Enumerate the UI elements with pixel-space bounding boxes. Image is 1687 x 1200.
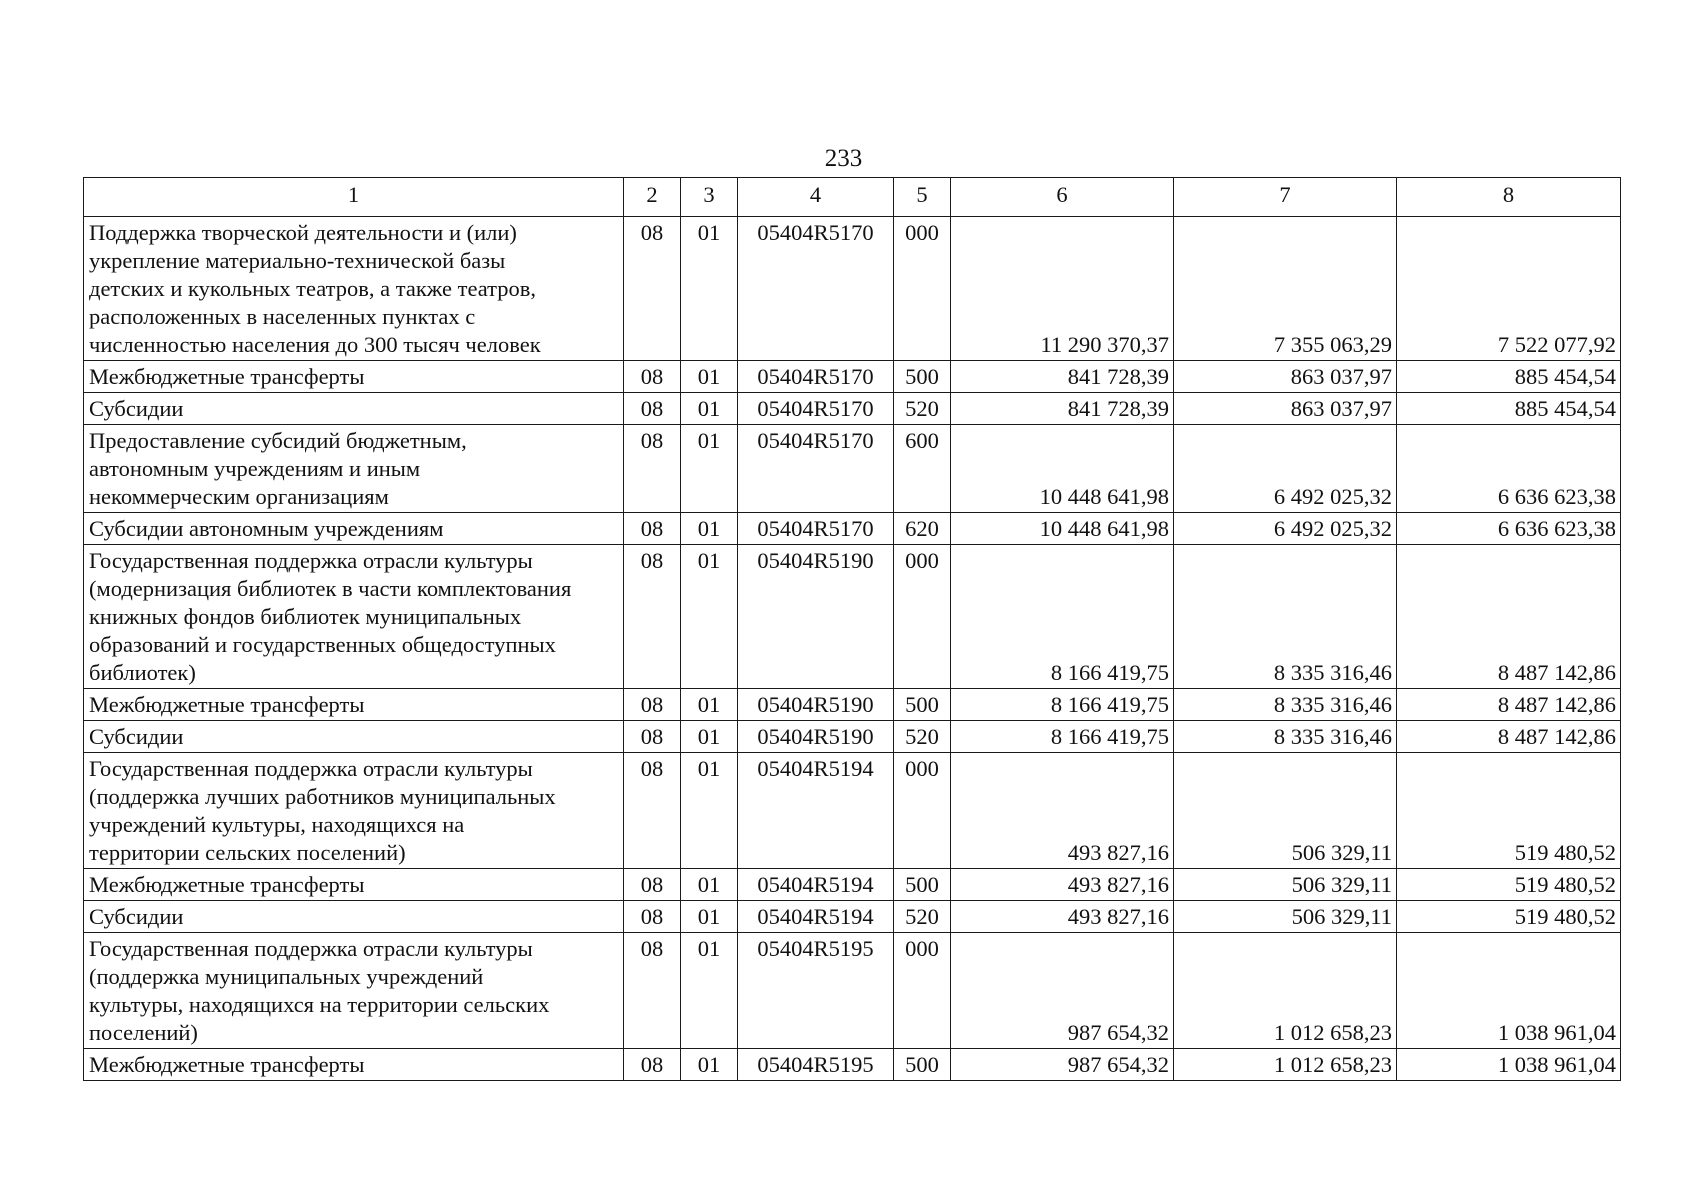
- item-name-line: Межбюджетные трансферты: [89, 872, 365, 897]
- amount-col6-cell: 8 166 419,75: [951, 721, 1174, 753]
- item-name-line: Государственная поддержка отрасли культуры: [89, 548, 533, 573]
- section-code-cell: 08: [624, 689, 681, 721]
- amount-col6-cell: 493 827,16: [951, 901, 1174, 933]
- expense-type-cell: 500: [894, 361, 951, 393]
- item-name-line: Государственная поддержка отрасли культуры: [89, 756, 533, 781]
- item-name-line: образований и государственных общедоступных: [89, 632, 556, 657]
- subsection-code-cell: 01: [681, 869, 738, 901]
- expense-type-cell: 000: [894, 753, 951, 869]
- amount-col8-cell: 519 480,52: [1397, 753, 1621, 869]
- section-code-cell: 08: [624, 721, 681, 753]
- target-article-cell: 05404R5170: [738, 425, 894, 513]
- amount-col7-cell: 6 492 025,32: [1174, 513, 1397, 545]
- expense-type-cell: 520: [894, 901, 951, 933]
- section-code-cell: 08: [624, 753, 681, 869]
- amount-col8-cell: 885 454,54: [1397, 393, 1621, 425]
- header-row: [84, 178, 1621, 217]
- item-name-cell: [84, 545, 624, 689]
- amount-col6-cell: 987 654,32: [951, 933, 1174, 1049]
- item-name-line: Межбюджетные трансферты: [89, 364, 365, 389]
- target-article-cell: 05404R5170: [738, 361, 894, 393]
- subsection-code-cell: 01: [681, 721, 738, 753]
- item-name-cell: [84, 393, 624, 425]
- table-body: [84, 178, 1621, 1081]
- item-name-cell: [84, 721, 624, 753]
- table-row: [84, 545, 1621, 689]
- item-name-line: книжных фондов библиотек муниципальных: [89, 604, 522, 629]
- amount-col8-cell: 6 636 623,38: [1397, 425, 1621, 513]
- amount-col7-cell: 8 335 316,46: [1174, 721, 1397, 753]
- amount-col7-cell: 1 012 658,23: [1174, 1049, 1397, 1081]
- target-article-cell: 05404R5194: [738, 901, 894, 933]
- amount-col8-cell: 519 480,52: [1397, 869, 1621, 901]
- amount-col6-cell: 11 290 370,37: [951, 217, 1174, 361]
- section-code-cell: 08: [624, 513, 681, 545]
- amount-col7-cell: 506 329,11: [1174, 753, 1397, 869]
- table-row: [84, 753, 1621, 869]
- item-name-line: Субсидии автономным учреждениям: [89, 516, 444, 541]
- item-name-line: (модернизация библиотек в части комплектования: [89, 576, 572, 601]
- table-row: [84, 361, 1621, 393]
- target-article-cell: 05404R5190: [738, 689, 894, 721]
- amount-col8-cell: 8 487 142,86: [1397, 689, 1621, 721]
- expense-type-cell: 520: [894, 393, 951, 425]
- item-name-line: Субсидии: [89, 396, 184, 421]
- subsection-code-cell: 01: [681, 689, 738, 721]
- amount-col6-cell: 10 448 641,98: [951, 513, 1174, 545]
- amount-col7-cell: 6 492 025,32: [1174, 425, 1397, 513]
- amount-col8-cell: 1 038 961,04: [1397, 933, 1621, 1049]
- item-name-line: Предоставление субсидий бюджетным,: [89, 428, 467, 453]
- item-name-line: Субсидии: [89, 724, 184, 749]
- amount-col8-cell: 519 480,52: [1397, 901, 1621, 933]
- column-header: 7: [1174, 178, 1397, 217]
- budget-table: [83, 177, 1621, 1081]
- amount-col7-cell: 506 329,11: [1174, 869, 1397, 901]
- table-row: [84, 425, 1621, 513]
- column-header: 3: [681, 178, 738, 217]
- table-row: [84, 933, 1621, 1049]
- amount-col6-cell: 8 166 419,75: [951, 545, 1174, 689]
- amount-col6-cell: 493 827,16: [951, 869, 1174, 901]
- section-code-cell: 08: [624, 217, 681, 361]
- item-name-cell: [84, 869, 624, 901]
- amount-col8-cell: 8 487 142,86: [1397, 721, 1621, 753]
- item-name-cell: [84, 933, 624, 1049]
- section-code-cell: 08: [624, 869, 681, 901]
- table-row: [84, 721, 1621, 753]
- item-name-line: численностью населения до 300 тысяч человек: [89, 332, 541, 357]
- item-name-line: поселений): [89, 1020, 198, 1045]
- section-code-cell: 08: [624, 545, 681, 689]
- subsection-code-cell: 01: [681, 425, 738, 513]
- amount-col7-cell: 863 037,97: [1174, 361, 1397, 393]
- expense-type-cell: 000: [894, 217, 951, 361]
- amount-col6-cell: 8 166 419,75: [951, 689, 1174, 721]
- amount-col6-cell: 10 448 641,98: [951, 425, 1174, 513]
- item-name-line: (поддержка муниципальных учреждений: [89, 964, 484, 989]
- column-header: 6: [951, 178, 1174, 217]
- amount-col7-cell: 8 335 316,46: [1174, 689, 1397, 721]
- item-name-line: учреждений культуры, находящихся на: [89, 812, 465, 837]
- amount-col8-cell: 7 522 077,92: [1397, 217, 1621, 361]
- section-code-cell: 08: [624, 1049, 681, 1081]
- amount-col7-cell: 1 012 658,23: [1174, 933, 1397, 1049]
- table-row: [84, 1049, 1621, 1081]
- table-row: [84, 689, 1621, 721]
- subsection-code-cell: 01: [681, 901, 738, 933]
- item-name-line: некоммерческим организациям: [89, 484, 389, 509]
- item-name-line: библиотек): [89, 660, 196, 685]
- item-name-cell: [84, 217, 624, 361]
- table-row: [84, 901, 1621, 933]
- column-header: 5: [894, 178, 951, 217]
- item-name-line: детских и кукольных театров, а также театров,: [89, 276, 537, 301]
- subsection-code-cell: 01: [681, 513, 738, 545]
- subsection-code-cell: 01: [681, 217, 738, 361]
- item-name-line: расположенных в населенных пунктах с: [89, 304, 476, 329]
- item-name-line: культуры, находящихся на территории сельских: [89, 992, 550, 1017]
- amount-col6-cell: 841 728,39: [951, 361, 1174, 393]
- target-article-cell: 05404R5190: [738, 545, 894, 689]
- item-name-line: автономным учреждениям и иным: [89, 456, 421, 481]
- table-row: [84, 513, 1621, 545]
- section-code-cell: 08: [624, 933, 681, 1049]
- page-number: 233: [824, 145, 863, 172]
- item-name-cell: [84, 1049, 624, 1081]
- target-article-cell: 05404R5170: [738, 513, 894, 545]
- amount-col8-cell: 1 038 961,04: [1397, 1049, 1621, 1081]
- item-name-cell: [84, 425, 624, 513]
- column-header: 1: [84, 178, 624, 217]
- expense-type-cell: 000: [894, 545, 951, 689]
- target-article-cell: 05404R5195: [738, 933, 894, 1049]
- expense-type-cell: 500: [894, 689, 951, 721]
- amount-col8-cell: 885 454,54: [1397, 361, 1621, 393]
- amount-col6-cell: 841 728,39: [951, 393, 1174, 425]
- amount-col7-cell: 506 329,11: [1174, 901, 1397, 933]
- amount-col8-cell: 6 636 623,38: [1397, 513, 1621, 545]
- item-name-cell: [84, 753, 624, 869]
- subsection-code-cell: 01: [681, 753, 738, 869]
- subsection-code-cell: 01: [681, 361, 738, 393]
- target-article-cell: 05404R5190: [738, 721, 894, 753]
- expense-type-cell: 500: [894, 869, 951, 901]
- subsection-code-cell: 01: [681, 933, 738, 1049]
- column-header: 4: [738, 178, 894, 217]
- table-row: [84, 393, 1621, 425]
- subsection-code-cell: 01: [681, 1049, 738, 1081]
- column-header: 2: [624, 178, 681, 217]
- expense-type-cell: 620: [894, 513, 951, 545]
- item-name-line: Поддержка творческой деятельности и (или): [89, 220, 517, 245]
- amount-col8-cell: 8 487 142,86: [1397, 545, 1621, 689]
- subsection-code-cell: 01: [681, 545, 738, 689]
- section-code-cell: 08: [624, 393, 681, 425]
- table-row: [84, 869, 1621, 901]
- target-article-cell: 05404R5194: [738, 753, 894, 869]
- target-article-cell: 05404R5194: [738, 869, 894, 901]
- item-name-cell: [84, 361, 624, 393]
- target-article-cell: 05404R5170: [738, 217, 894, 361]
- table-row: [84, 217, 1621, 361]
- item-name-line: Субсидии: [89, 904, 184, 929]
- expense-type-cell: 000: [894, 933, 951, 1049]
- amount-col6-cell: 987 654,32: [951, 1049, 1174, 1081]
- expense-type-cell: 600: [894, 425, 951, 513]
- amount-col7-cell: 7 355 063,29: [1174, 217, 1397, 361]
- section-code-cell: 08: [624, 425, 681, 513]
- item-name-cell: [84, 513, 624, 545]
- item-name-line: укрепление материально-технической базы: [89, 248, 506, 273]
- item-name-line: Государственная поддержка отрасли культуры: [89, 936, 533, 961]
- expense-type-cell: 520: [894, 721, 951, 753]
- amount-col7-cell: 8 335 316,46: [1174, 545, 1397, 689]
- column-header: 8: [1397, 178, 1621, 217]
- item-name-line: Межбюджетные трансферты: [89, 692, 365, 717]
- item-name-line: Межбюджетные трансферты: [89, 1052, 365, 1077]
- target-article-cell: 05404R5170: [738, 393, 894, 425]
- subsection-code-cell: 01: [681, 393, 738, 425]
- amount-col6-cell: 493 827,16: [951, 753, 1174, 869]
- item-name-line: (поддержка лучших работников муниципальных: [89, 784, 556, 809]
- item-name-cell: [84, 901, 624, 933]
- section-code-cell: 08: [624, 901, 681, 933]
- item-name-line: территории сельских поселений): [89, 840, 406, 865]
- section-code-cell: 08: [624, 361, 681, 393]
- amount-col7-cell: 863 037,97: [1174, 393, 1397, 425]
- item-name-cell: [84, 689, 624, 721]
- expense-type-cell: 500: [894, 1049, 951, 1081]
- target-article-cell: 05404R5195: [738, 1049, 894, 1081]
